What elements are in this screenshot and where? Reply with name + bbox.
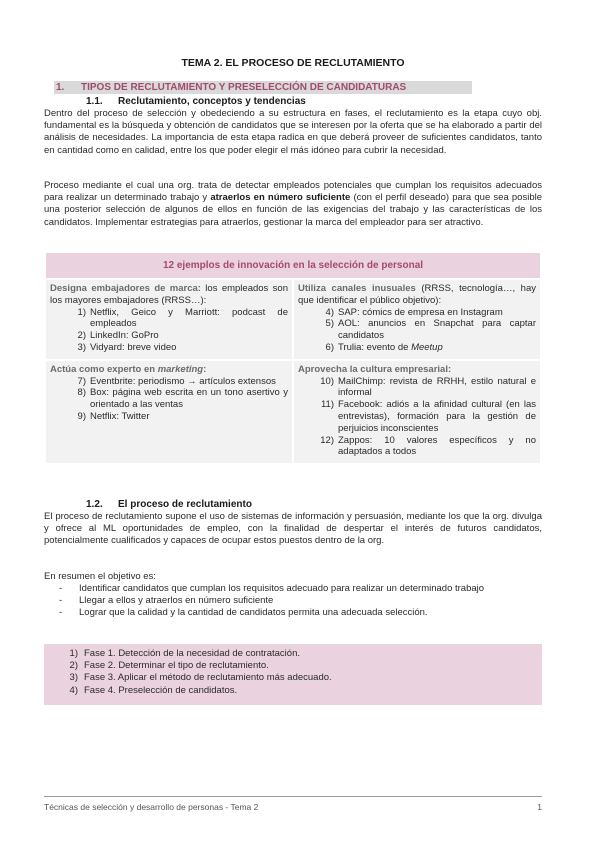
cell-title-emphasis: marketing xyxy=(157,363,204,375)
section-heading xyxy=(54,81,472,94)
list-text: Zappos: 10 valores específicos y no adaptados a todos xyxy=(338,434,536,458)
cell-title: Designa embajadores de marca: xyxy=(50,283,201,294)
examples-cell xyxy=(293,360,541,464)
examples-cell xyxy=(45,360,293,464)
examples-list xyxy=(298,376,536,459)
cell-title: Aprovecha la cultura empresarial: xyxy=(298,363,452,375)
subsection-title: El proceso de reclutamiento xyxy=(118,499,252,510)
list-number: 1) xyxy=(77,306,86,318)
phase-item xyxy=(44,648,542,660)
list-text-emphasis: Meetup xyxy=(411,341,443,353)
footer-divider xyxy=(44,796,542,797)
phase-text: Fase 4. Preselección de candidatos. xyxy=(84,684,238,696)
list-item xyxy=(50,307,288,331)
phases-box xyxy=(44,644,542,705)
phase-item xyxy=(44,685,542,697)
cell-intro xyxy=(298,364,536,376)
cell-title xyxy=(50,364,206,375)
examples-cell xyxy=(293,279,541,360)
paragraph: El proceso de reclutamiento supone el uso de sistemas de información y persuasión, mediante los que la org. divulga y ofrece al ML oportunidades de empleo, con la finalidad de despertar el interés de futuros candidatos, potencialmente cualificados y capaces de ocupar estos puestos dentro de la org. xyxy=(44,511,542,547)
examples-list xyxy=(298,307,536,354)
subsection-number: 1.2. xyxy=(86,499,103,510)
list-item xyxy=(44,595,542,607)
list-text: MailChimp: revista de RRHH, estilo natural e informal xyxy=(338,375,536,399)
phase-item xyxy=(44,672,542,684)
phase-number: 2) xyxy=(69,660,78,672)
list-text: LinkedIn: GoPro xyxy=(90,330,159,342)
list-item xyxy=(298,307,536,319)
list-text: Lograr que la calidad y la cantidad de candidatos permita una adecuada selección. xyxy=(79,607,428,619)
list-item xyxy=(44,607,542,619)
paragraph-text: (con el perfil deseado) para que sea posible una posterior selección de algunos de ellos en función de las exigencias del trabajo y las características de los candidatos. Implementar estrategias para atraerlos, gestionar la marca del empleador para ser atractivo. xyxy=(44,192,542,228)
list-text: Vidyard: breve video xyxy=(90,341,177,353)
cell-title-end: : xyxy=(203,363,207,375)
list-item xyxy=(298,435,536,459)
list-item xyxy=(50,330,288,342)
paragraph xyxy=(44,180,542,229)
summary-intro: En resumen el objetivo es: xyxy=(44,571,156,582)
cell-intro xyxy=(50,283,288,307)
cell-text: los empleados son los mayores embajadores (RRSS…): xyxy=(50,283,288,306)
list-number: 4) xyxy=(325,306,334,318)
cell-title-text: Actúa como experto en xyxy=(50,363,158,375)
subsection-title: Reclutamiento, conceptos y tendencias xyxy=(118,96,306,107)
list-text: Identificar candidatos que cumplan los requisitos adecuado para realizar un determinado trabajo xyxy=(79,583,485,594)
list-text: Llegar a ellos y atraerlos en número suficiente xyxy=(79,595,274,607)
list-text: SAP: cómics de empresa en Instagram xyxy=(338,306,503,318)
list-item xyxy=(44,583,542,595)
page-number: 1 xyxy=(537,802,542,812)
list-text: Trulia: evento de xyxy=(338,341,412,353)
phase-item xyxy=(44,660,542,672)
list-number: 8) xyxy=(77,387,86,399)
examples-cell xyxy=(45,279,293,360)
dash-bullet: - xyxy=(59,607,63,619)
subsection-heading xyxy=(86,499,252,510)
section-number: 1. xyxy=(56,82,65,93)
phase-text: Fase 2. Determinar el tipo de reclutamiento. xyxy=(84,660,269,672)
dash-bullet: - xyxy=(59,595,63,607)
phase-text: Fase 3. Aplicar el método de reclutamiento más adecuado. xyxy=(84,672,332,684)
list-number: 6) xyxy=(325,341,334,353)
list-item xyxy=(298,399,536,434)
list-item xyxy=(298,376,536,400)
paragraph: Dentro del proceso de selección y obedeciendo a su estructura en fases, el reclutamiento es la etapa cuyo obj. fundamental es la búsqueda y obtención de candidatos que se interesen por la oferta que se ha elaborado a partir del análisis de necesidades. La importancia de esta etapa radica en que deberá proveer de suficientes candidatos, tanto en cantidad como en calidad, entre los que poder elegir el más idóneo para cubrir la necesidad. xyxy=(44,108,542,156)
list-item xyxy=(298,342,536,354)
examples-list xyxy=(50,307,288,354)
list-text: Netflix, Geico y Marriott: podcast de empleados xyxy=(90,306,288,330)
list-number: 3) xyxy=(77,341,86,353)
dash-bullet: - xyxy=(59,583,63,594)
subsection-number: 1.1. xyxy=(86,96,103,107)
phase-number: 4) xyxy=(69,684,78,696)
list-text: Eventbrite: periodismo → artículos extensos xyxy=(90,375,276,387)
paragraph-text: Proceso mediante el cual una org. trata de detectar empleados potenciales que cumplan los requisitos adecuados para realizar un determinado trabajo y xyxy=(44,180,542,204)
list-text: Netflix: Twitter xyxy=(90,410,150,422)
section-title: TIPOS DE RECLUTAMIENTO Y PRESELECCIÓN DE CANDIDATURAS xyxy=(81,82,407,93)
list-item xyxy=(50,387,288,411)
list-number: 7) xyxy=(77,375,86,387)
list-number: 10) xyxy=(320,375,334,387)
examples-table-header: 12 ejemplos de innovación en la selección de personal xyxy=(45,252,541,279)
cell-text: (RRSS, tecnología…, hay que identificar el público objetivo): xyxy=(298,283,536,306)
list-number: 9) xyxy=(77,410,86,422)
examples-table xyxy=(44,251,542,465)
document-title: TEMA 2. EL PROCESO DE RECLUTAMIENTO xyxy=(181,57,405,69)
list-item xyxy=(50,376,288,388)
examples-list xyxy=(50,376,288,423)
list-item xyxy=(50,342,288,354)
list-number: 12) xyxy=(320,434,334,446)
paragraph-emphasis: atraerlos en número suficiente xyxy=(210,192,351,204)
subsection-heading xyxy=(86,96,306,107)
phase-text: Fase 1. Detección de la necesidad de contratación. xyxy=(84,648,300,659)
list-text: Box: página web escrita en un tono asertivo y orientado a las ventas xyxy=(90,387,288,411)
phase-number: 1) xyxy=(69,648,78,659)
list-number: 11) xyxy=(320,399,334,411)
list-text: Facebook: adiós a la afinidad cultural (en las entrevistas), formación para la gestión de perjuicios inconscientes xyxy=(338,399,536,434)
list-number: 5) xyxy=(325,318,334,330)
list-number: 2) xyxy=(77,330,86,342)
list-text: AOL: anuncios en Snapchat para captar candidatos xyxy=(338,318,536,342)
list-item xyxy=(298,318,536,342)
list-item xyxy=(50,411,288,423)
footer-text: Técnicas de selección y desarrollo de personas - Tema 2 xyxy=(44,802,259,812)
cell-intro xyxy=(50,364,288,376)
cell-intro xyxy=(298,283,536,307)
phase-number: 3) xyxy=(69,672,78,684)
objectives-list xyxy=(44,583,542,620)
cell-title: Utiliza canales inusuales xyxy=(298,283,416,294)
